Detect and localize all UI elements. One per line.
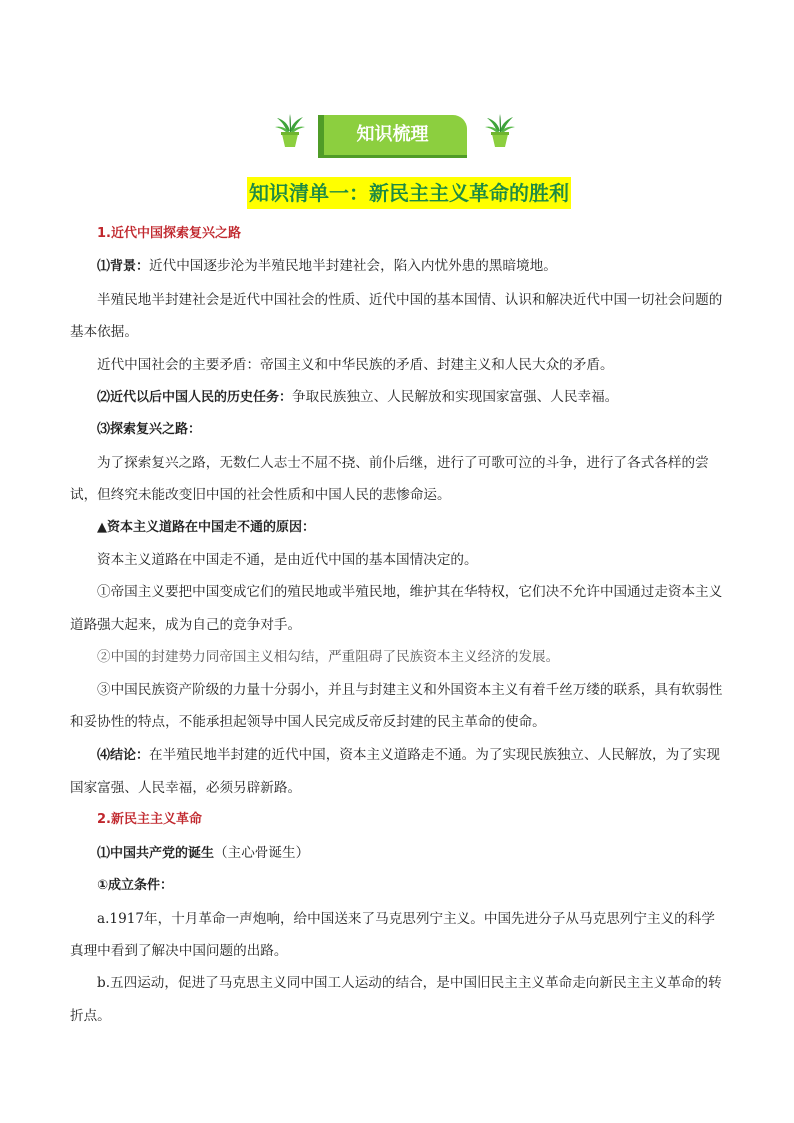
text-historical-task: 争取民族独立、人民解放和实现国家富强、人民幸福。 <box>292 389 619 406</box>
paragraph-semi-colonial: 半殖民地半封建社会是近代中国社会的性质、近代中国的基本国情、认识和解决近代中国一切社会问题的基本依据。 <box>70 291 723 341</box>
paragraph-background <box>70 250 724 283</box>
paragraph-reason-1: ①帝国主义要把中国变成它们的殖民地或半殖民地，维护其在华特权，它们决不允许中国通过走资本主义道路强大起来，成为自己的竞争对手。 <box>70 584 723 633</box>
document-body <box>70 218 724 1032</box>
heading-modern-china-revival: 1.近代中国探索复兴之路 <box>97 226 241 241</box>
section-title: 知识清单一：新民主主义革命的胜利 <box>247 177 571 209</box>
label-capitalism-failure: ▲资本主义道路在中国走不通的原因： <box>97 519 315 535</box>
text-background: 近代中国逐步沦为半殖民地半封建社会，陷入内忧外患的黑暗境地。 <box>149 258 557 275</box>
paragraph-reason-2: ②中国的封建势力同帝国主义相勾结，严重阻碍了民族资本主义经济的发展。 <box>97 649 560 666</box>
paragraph-reason-3: ③中国民族资产阶级的力量十分弱小，并且与封建主义和外国资本主义有着千丝万缕的联系，具有软弱性和妥协性的特点，不能承担起领导中国人民完成反帝反封建的民主革命的使命。 <box>70 681 723 731</box>
paragraph-cpc-birth <box>70 837 724 870</box>
potted-plant-icon <box>274 113 306 149</box>
paragraph-historical-task <box>70 381 724 414</box>
label-conclusion: ⑷结论： <box>97 747 150 763</box>
paragraph-explore-revival: 为了探索复兴之路，无数仁人志士不屈不挠、前仆后继，进行了可歌可泣的斗争，进行了各式各样的尝试，但终究未能改变旧中国的社会性质和中国人民的悲惨命运。 <box>70 454 709 504</box>
section-banner <box>0 113 794 157</box>
label-founding-conditions: ①成立条件： <box>97 878 174 894</box>
label-background: ⑴背景： <box>97 259 150 275</box>
paragraph-main-contradiction: 近代中国社会的主要矛盾：帝国主义和中华民族的矛盾、封建主义和人民大众的矛盾。 <box>97 356 614 373</box>
label-cpc-birth: ⑴中国共产党的诞生 <box>97 845 215 861</box>
paragraph-condition-b: b.五四运动，促进了马克思主义同中国工人运动的结合，是中国旧民主主义革命走向新民主主义革命的转折点。 <box>70 975 722 1024</box>
label-explore-revival: ⑶探索复兴之路： <box>97 422 202 438</box>
text-cpc-birth: （主心骨诞生） <box>214 844 310 861</box>
heading-new-democratic-revolution: 2.新民主主义革命 <box>97 812 202 828</box>
label-historical-task: ⑵近代以后中国人民的历史任务： <box>97 390 293 406</box>
knowledge-summary-label: 知识梳理 <box>318 115 467 155</box>
paragraph-conclusion <box>70 739 724 805</box>
potted-plant-icon <box>484 113 516 149</box>
paragraph-condition-a: a.1917年，十月革命一声炮响，给中国送来了马克思列宁主义。中国先进分子从马克思列宁主义的科学真理中看到了解决中国问题的出路。 <box>70 910 715 959</box>
paragraph-capitalism-basic: 资本主义道路在中国走不通，是由近代中国的基本国情决定的。 <box>97 552 478 569</box>
text-conclusion: 在半殖民地半封建的近代中国，资本主义道路走不通。为了实现民族独立、人民解放，为了实现国家富强、人民幸福，必须另辟新路。 <box>70 746 720 796</box>
